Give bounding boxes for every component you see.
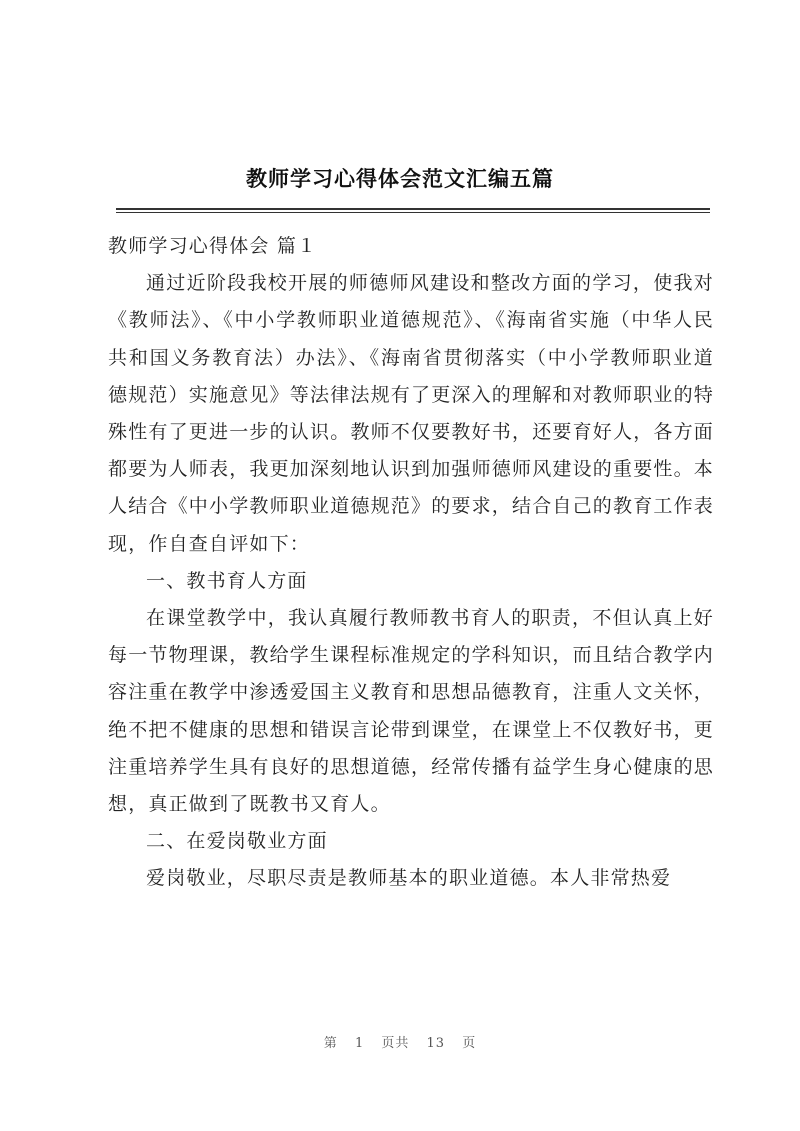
footer-page-unit: 页共 bbox=[381, 1036, 410, 1051]
body-paragraph: 通过近阶段我校开展的师德师风建设和整改方面的学习，使我对《教师法》、《中小学教师职业道德规范》、《海南省实施（中华人民共和国义务教育法）办法》、《海南省贯彻落实（中小学教师职业道德规范）实施意见》等法律法规有了更深入的理解和对教师职业的特殊性有了更进一步的认识。教师不仅要教好书，还要育好人，各方面都要为人师表，我更加深刻地认识到加强师德师风建设的重要性。本人结合《中小学教师职业道德规范》的要求，结合自己的教育工作表现，作自查自评如下： bbox=[108, 272, 715, 555]
page-footer bbox=[0, 1032, 800, 1051]
subsection-heading: 一、教书育人方面 bbox=[146, 569, 308, 592]
footer-total-unit: 页 bbox=[462, 1036, 477, 1051]
title-divider bbox=[116, 208, 710, 213]
footer-total-pages: 13 bbox=[426, 1036, 446, 1051]
subsection-heading: 二、在爱岗敬业方面 bbox=[146, 830, 328, 853]
section-heading: 教师学习心得体会 篇１ bbox=[108, 235, 318, 257]
document-body bbox=[108, 228, 714, 898]
body-paragraph: 在课堂教学中，我认真履行教师教书育人的职责，不但认真上好每一节物理课，教给学生课程标准规定的学科知识，而且结合教学内容注重在教学中渗透爱国主义教育和思想品德教育，注重人文关怀，绝不把不健康的思想和错误言论带到课堂，在课堂上不仅教好书，更注重培养学生具有良好的思想道德，经常传播有益学生身心健康的思想，真正做到了既教书又育人。 bbox=[108, 607, 715, 816]
footer-page-label: 第 bbox=[323, 1036, 338, 1051]
body-paragraph: 爱岗敬业，尽职尽责是教师基本的职业道德。本人非常热爱 bbox=[146, 867, 672, 890]
page-title: 教师学习心得体会范文汇编五篇 bbox=[246, 166, 554, 191]
footer-page-number: 1 bbox=[354, 1036, 365, 1051]
